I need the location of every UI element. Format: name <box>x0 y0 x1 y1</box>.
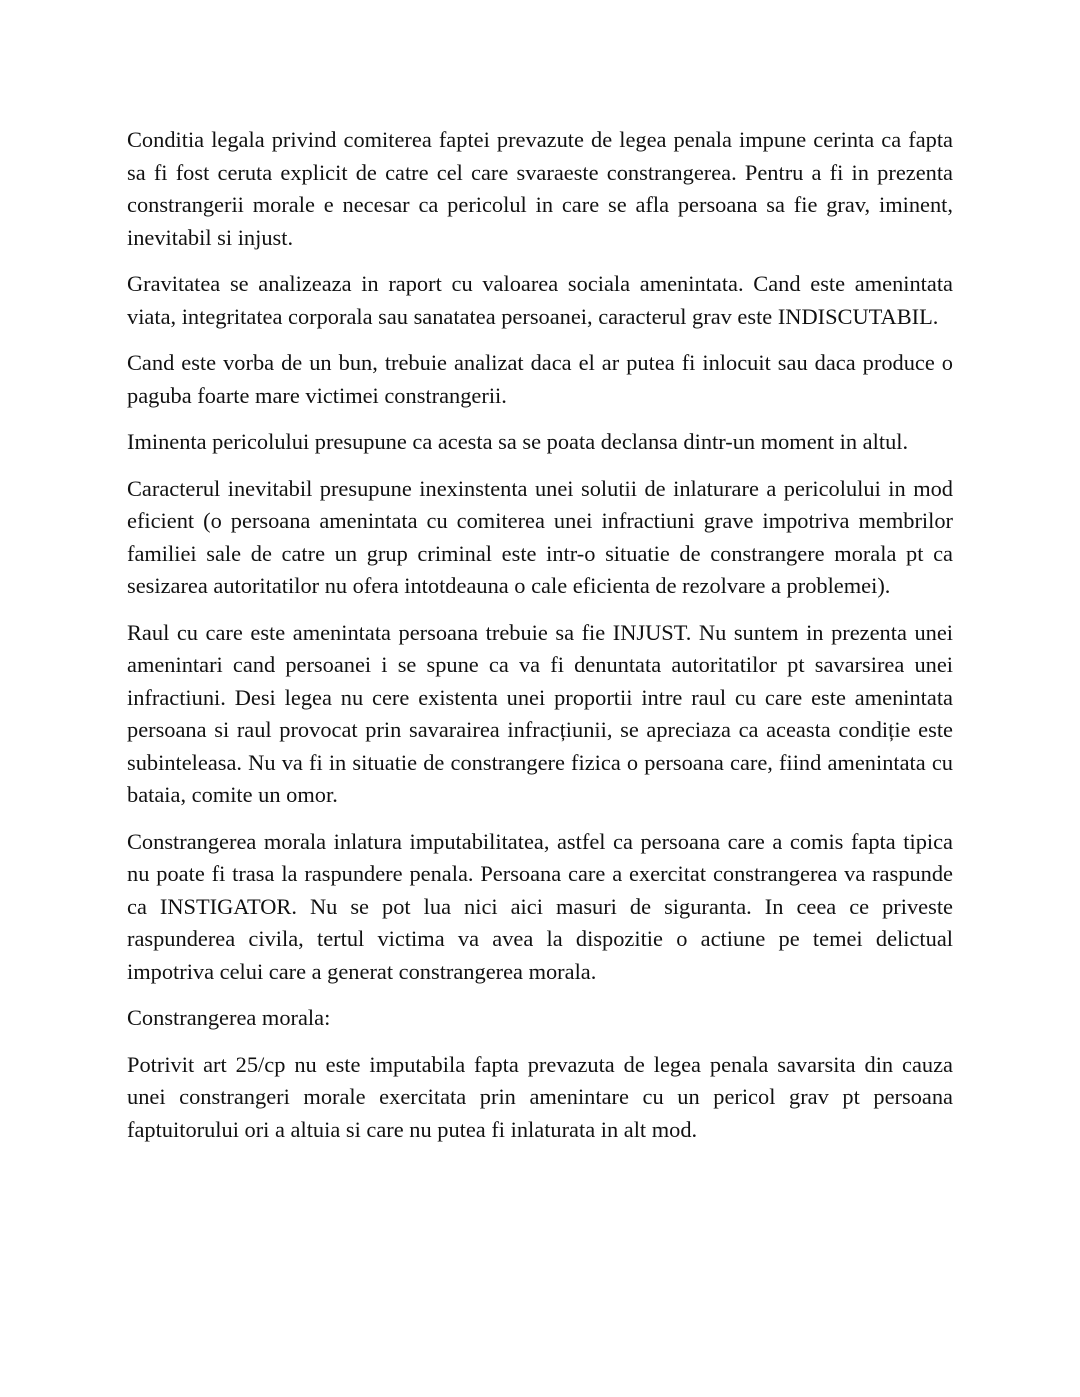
paragraph-iminenta: Iminenta pericolului presupune ca acesta sa se poata declansa dintr-un moment in altul. <box>127 429 909 454</box>
paragraph-injust: Raul cu care este amenintata persoana trebuie sa fie INJUST. Nu suntem in prezenta unei amenintari cand persoanei i se spune ca va fi denuntata autoritatilor pt savarsirea unei infractiuni. Desi legea nu cere existenta unei proportii intre raul cu care este amenintata persoana si raul provocat prin savarairea infracțiunii, se apreciaza ca aceasta condiție este subinteleasa. Nu va fi in situatie de constrangere fizica o persoana care, fiind amenintata cu bataia, comite un omor. <box>127 619 953 807</box>
document-page <box>127 124 953 1160</box>
paragraph-art-25: Potrivit art 25/cp nu este imputabila fapta prevazuta de legea penala savarsita din cauza unei constrangeri morale exercitata prin amenintare cu un pericol grav pt persoana faptuitorului ori a altuia si care nu putea fi inlaturata in alt mod. <box>127 1051 953 1142</box>
paragraph-conditia-legala: Conditia legala privind comiterea faptei prevazute de legea penala impune cerinta ca fapta sa fi fost ceruta explicit de catre cel care svaraeste constrangerea. Pentru a fi in prezenta constrangerii morale e necesar ca pericolul in care se afla persoana sa fie grav, iminent, inevitabil si injust. <box>127 127 953 250</box>
paragraph-imputabilitate: Constrangerea morala inlatura imputabilitatea, astfel ca persoana care a comis fapta tipica nu poate fi trasa la raspundere penala. Persoana care a exercitat constrangerea va raspunde ca INSTIGATOR. Nu se pot lua nici aici masuri de siguranta. In ceea ce priveste raspunderea civila, tertul victima va avea la dispozitie o actiune pe temei delictual impotriva celui care a generat constrangerea morala. <box>127 828 953 984</box>
paragraph-gravitatea: Gravitatea se analizeaza in raport cu valoarea sociala amenintata. Cand este amenintata viata, integritatea corporala sau sanatatea persoanei, caracterul grav este INDISCUTABIL. <box>127 271 953 329</box>
section-heading-constrangerea-morala: Constrangerea morala: <box>127 1005 331 1030</box>
paragraph-inevitabil: Caracterul inevitabil presupune inexinstenta unei solutii de inlaturare a pericolului in mod eficient (o persoana amenintata cu comiterea unei infractiuni grave impotriva membrilor familiei sale de catre un grup criminal este intr-o situatie de constrangere morala pt ca sesizarea autoritatilor nu ofera intotdeauna o cale eficienta de rezolvare a problemei). <box>127 475 953 598</box>
paragraph-bun: Cand este vorba de un bun, trebuie analizat daca el ar putea fi inlocuit sau daca produce o paguba foarte mare victimei constrangerii. <box>127 350 953 408</box>
